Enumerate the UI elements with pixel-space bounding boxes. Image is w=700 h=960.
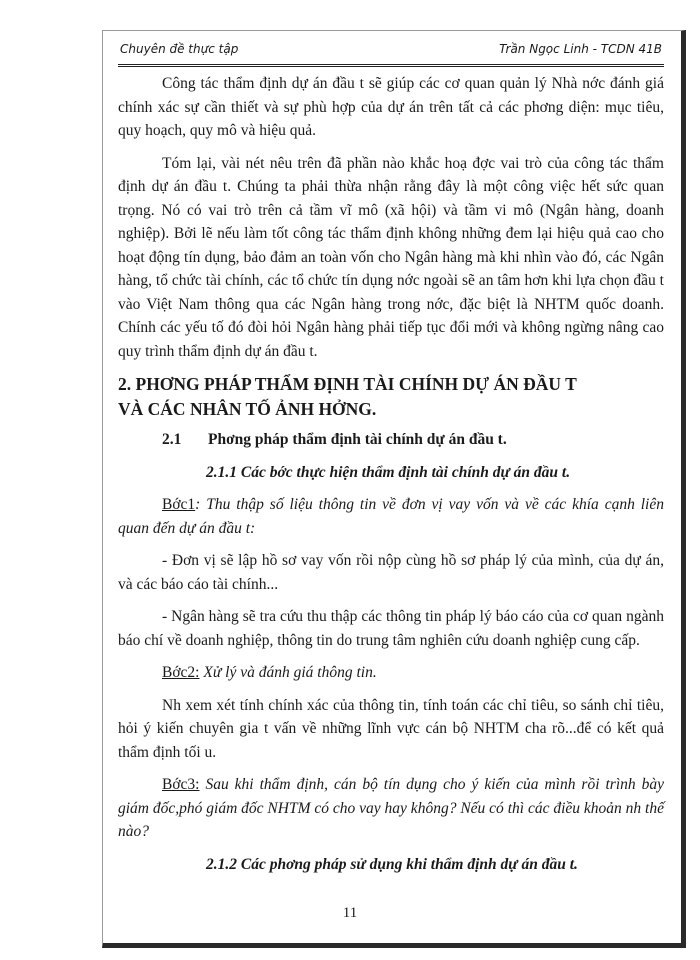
section-2-1-2-heading: 2.1.2 Các phơng pháp sử dụng khi thẩm định dự án đầu t. bbox=[206, 855, 578, 873]
step-2-text: Xử lý và đánh giá thông tin. bbox=[199, 664, 377, 681]
step-1-text: : Thu thập số liệu thông tin về đơn vị vay vốn và về các khía cạnh liên quan đến dự án đầu t: bbox=[118, 496, 664, 537]
section-2-1-number: 2.1 bbox=[162, 431, 182, 448]
step-2-label: Bớc2: bbox=[162, 664, 200, 681]
step-2 bbox=[118, 661, 664, 685]
header-left: Chuyên đề thực tập bbox=[120, 42, 239, 56]
section-2-1-1-heading: 2.1.1 Các bớc thực hiện thẩm định tài chính dự án đầu t. bbox=[206, 463, 571, 481]
section-2-1-title: Phơng pháp thẩm định tài chính dự án đầu t. bbox=[208, 431, 507, 448]
step-3 bbox=[118, 773, 664, 844]
step-1-bullet-1: - Đơn vị sẽ lập hồ sơ vay vốn rồi nộp cùng hồ sơ pháp lý của mình, của dự án, và các báo cáo tài chính... bbox=[118, 552, 664, 593]
step-1-label: Bớc1 bbox=[162, 496, 196, 513]
paragraph-1: Công tác thẩm định dự án đầu t sẽ giúp các cơ quan quản lý Nhà nớc đánh giá chính xác sự cần thiết và sự phù hợp của dự án trên tất cả các phơng diện: mục tiêu, quy hoạch, quy mô và hiệu quả. bbox=[118, 75, 664, 139]
step-1 bbox=[118, 493, 664, 540]
page-number: 11 bbox=[342, 905, 358, 921]
section-2-1-heading bbox=[162, 428, 664, 452]
page-header bbox=[118, 40, 664, 67]
section-2-heading bbox=[118, 372, 664, 422]
step-3-label: Bớc3: bbox=[162, 776, 200, 793]
step-1-bullet-2: - Ngân hàng sẽ tra cứu thu thập các thông tin pháp lý báo cáo của cơ quan ngành báo chí về doanh nghiệp, thông tin do trung tâm nghiên cứu doanh nghiệp cung cấp. bbox=[118, 608, 664, 649]
step-3-text: Sau khi thẩm định, cán bộ tín dụng cho ý kiến của mình rồi trình bày giám đốc,phó giám đốc NHTM có cho vay hay không? Nếu có thì các điều khoản nh thế nào? bbox=[118, 776, 664, 840]
step-2-body: Nh xem xét tính chính xác của thông tin, tính toán các chỉ tiêu, so sánh chỉ tiêu, hỏi ý kiến chuyên gia t vấn về những lĩnh vực cán bộ NHTM cha rõ...để có kết quả thẩm định tối u. bbox=[118, 696, 664, 761]
section-2-title-line2: VÀ CÁC NHÂN TỐ ẢNH HỞNG. bbox=[118, 399, 377, 419]
page-content bbox=[118, 72, 664, 885]
header-right: Trần Ngọc Linh - TCDN 41B bbox=[499, 42, 662, 56]
paragraph-2: Tóm lại, vài nét nêu trên đã phần nào khắc hoạ đợc vai trò của công tác thẩm định dự án đầu t. Chúng ta phải thừa nhận rằng đây là một công việc hết sức quan trọng. Nó có vai trò trên cả tầm vĩ mô (xã hội) và tầm vi mô (Ngân hàng, doanh nghiệp). Bởi lẽ nếu làm tốt công tác thẩm định không những đem lại hiệu quả cao cho hoạt động tín dụng, bảo đảm an toàn vốn cho Ngân hàng mà khi nhìn vào đó, các Ngân hàng, tổ chức tài chính, các tổ chức tín dụng nớc ngoài sẽ an tâm hơn khi lựa chọn đầu t vào Việt Nam thông qua các Ngân hàng trong nớc, đặc biệt là NHTM quốc doanh. Chính các yếu tố đó đòi hỏi Ngân hàng phải tiếp tục đổi mới và không ngừng nâng cao quy trình thẩm định dự án đầu t. bbox=[118, 154, 664, 360]
section-2-title-line1: 2. PHƠNG PHÁP THẨM ĐỊNH TÀI CHÍNH DỰ ÁN ĐẦU T bbox=[118, 374, 577, 394]
